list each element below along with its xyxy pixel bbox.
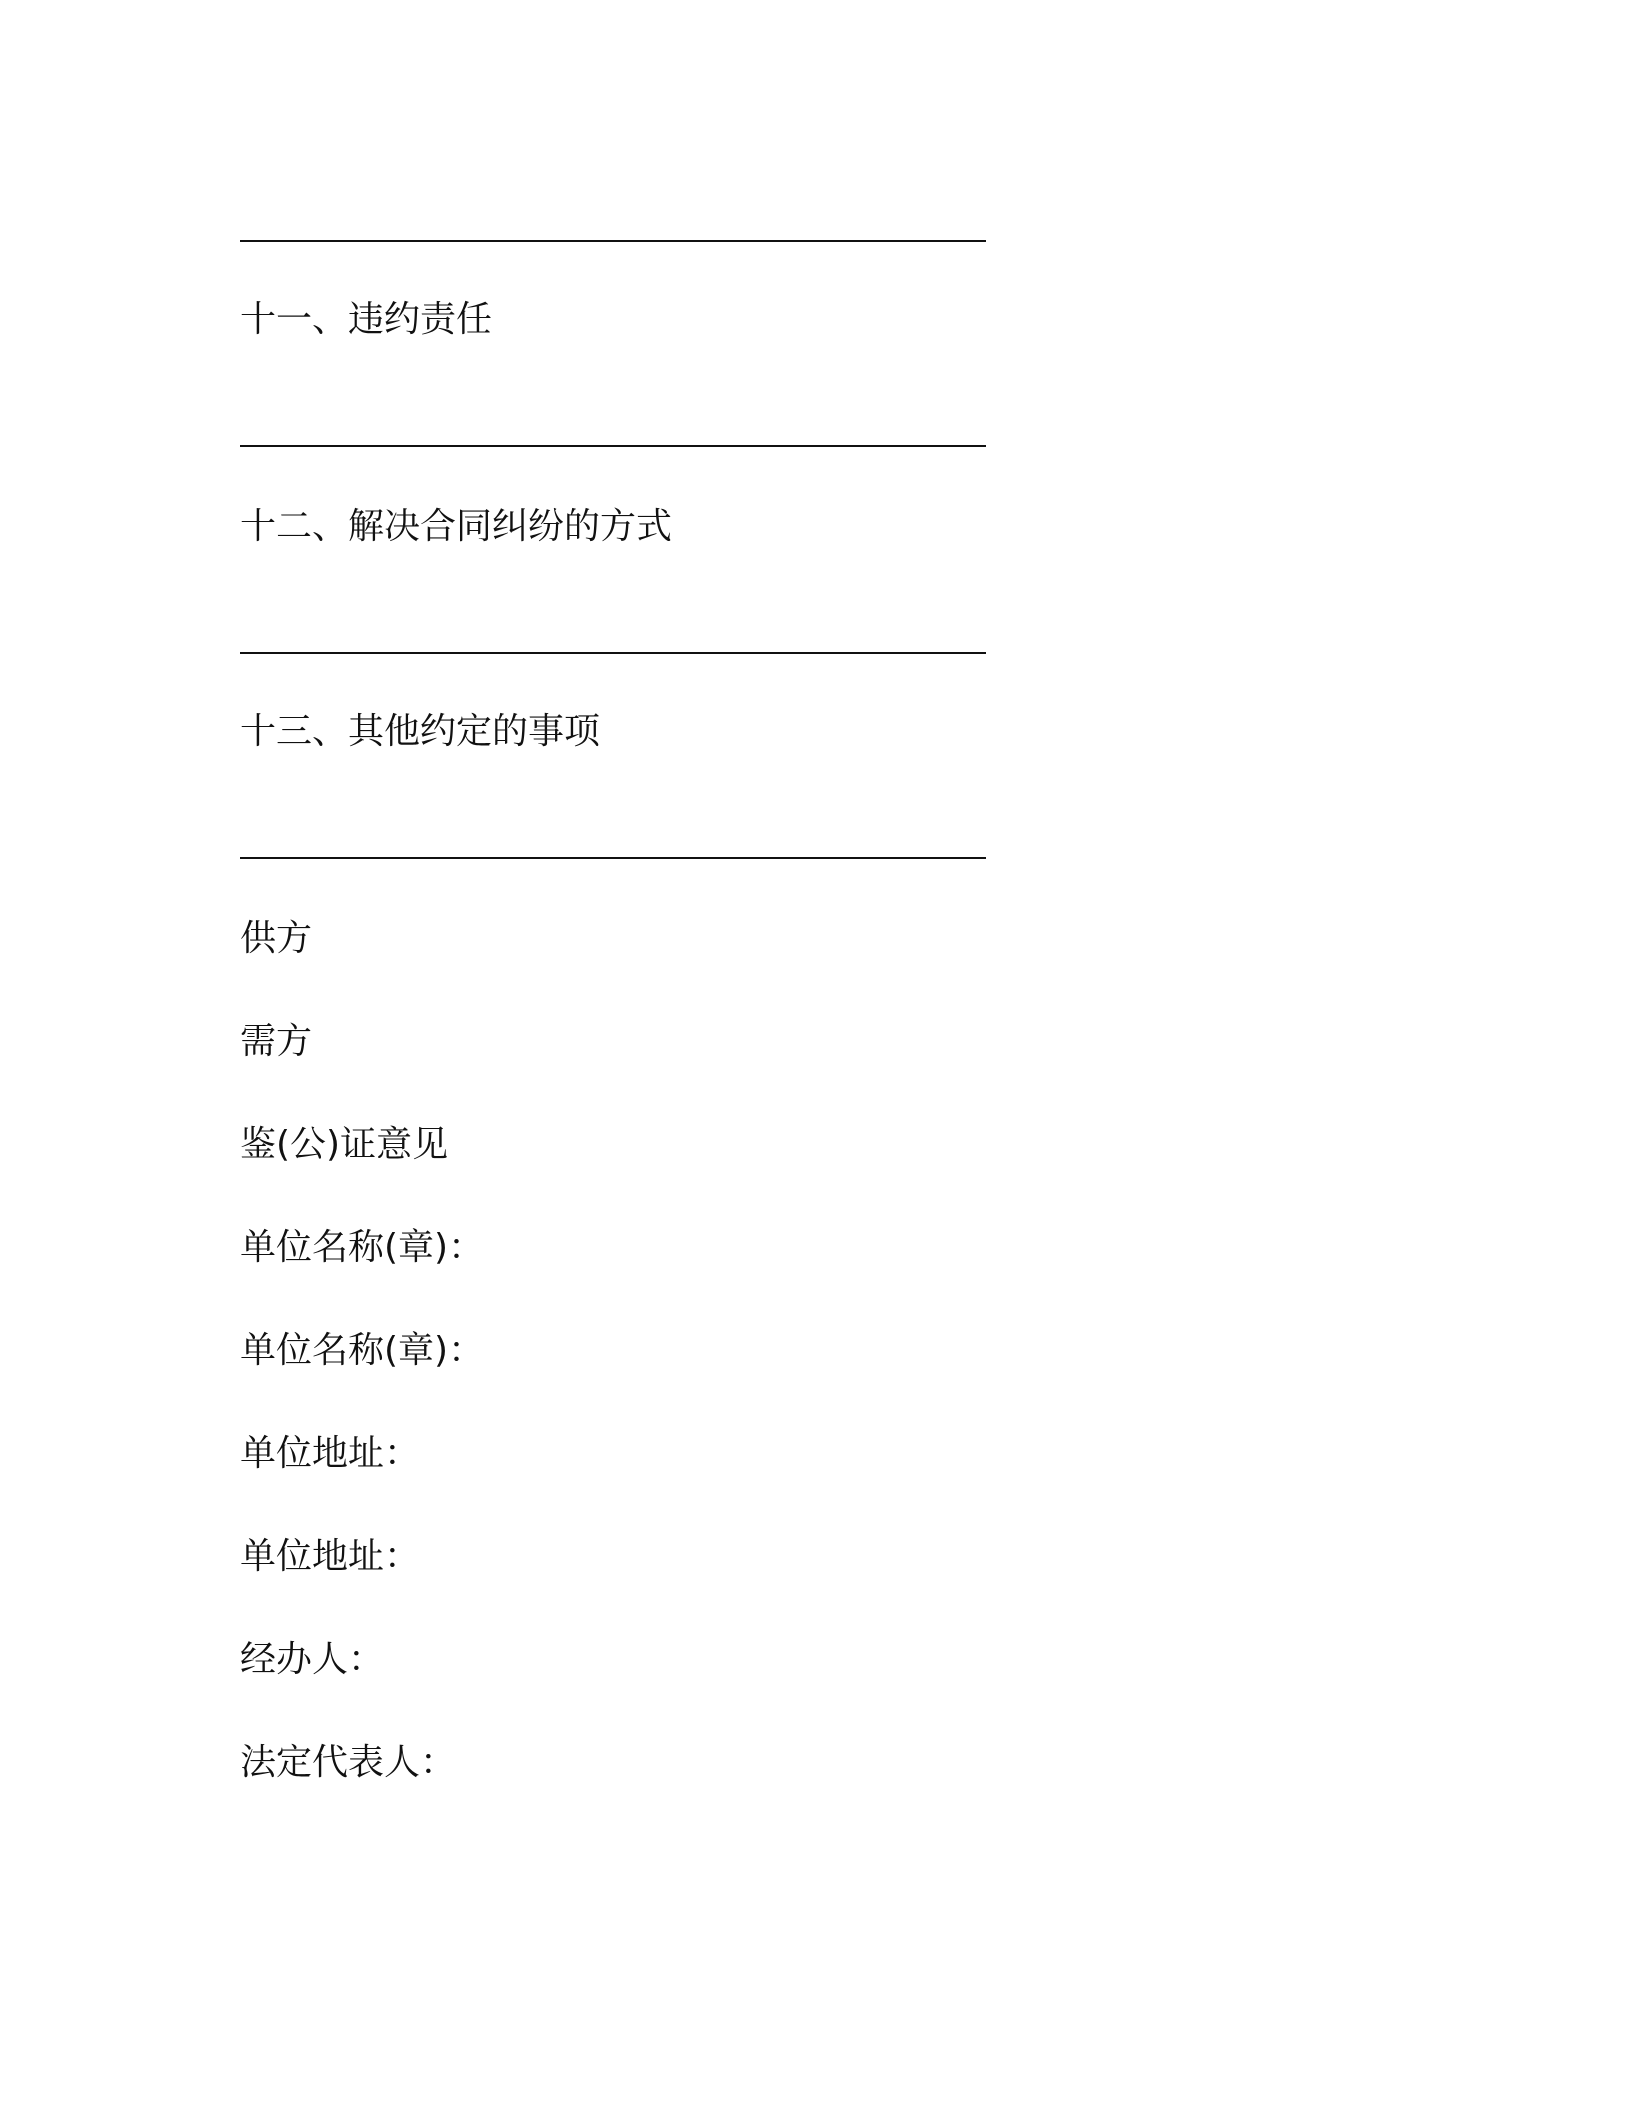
signature-supplier-label: 供方	[240, 918, 313, 959]
handler-label: 经办人：	[240, 1639, 385, 1680]
unit-address-label-2: 单位地址：	[240, 1536, 421, 1577]
blank-rule-line	[240, 652, 986, 654]
blank-rule-line	[240, 445, 986, 447]
legal-representative-label: 法定代表人：	[240, 1742, 457, 1783]
unit-address-label-1: 单位地址：	[240, 1433, 421, 1474]
unit-name-label-2: 单位名称(章)：	[240, 1330, 485, 1371]
section-heading-breach-liability: 十一、违约责任	[240, 299, 493, 340]
section-heading-other-matters: 十三、其他约定的事项	[240, 711, 601, 752]
blank-rule-line	[240, 240, 986, 242]
notary-opinion-label: 鉴(公)证意见	[240, 1124, 449, 1165]
blank-rule-line	[240, 857, 986, 859]
signature-buyer-label: 需方	[240, 1021, 313, 1062]
section-heading-dispute-resolution: 十二、解决合同纠纷的方式	[240, 506, 673, 547]
unit-name-label-1: 单位名称(章)：	[240, 1227, 485, 1268]
